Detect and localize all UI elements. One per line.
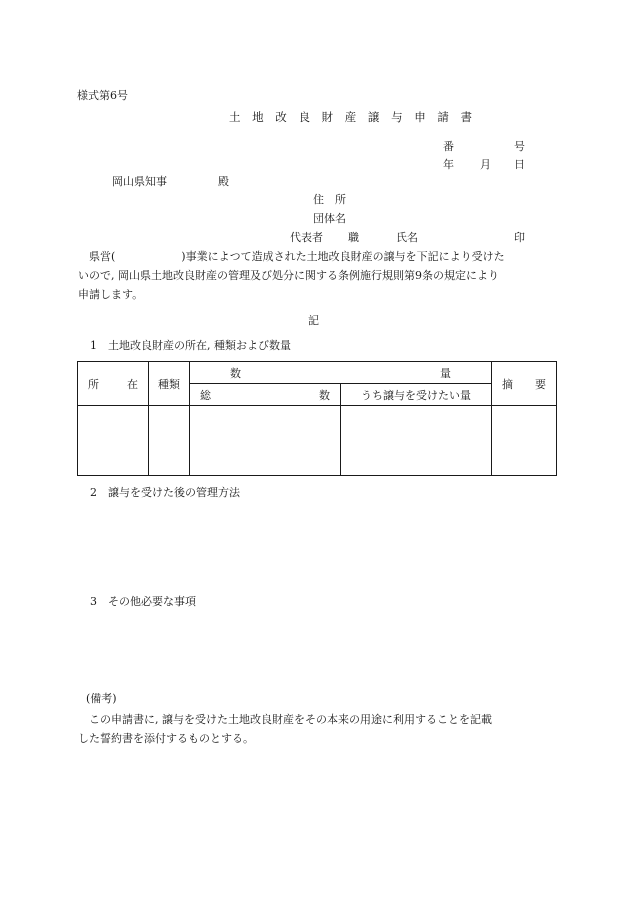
addressee-honorific: 殿	[218, 175, 229, 188]
total-header: 総 数	[190, 384, 341, 406]
remarks-cell[interactable]	[492, 406, 557, 476]
location-header: 所 在	[78, 362, 149, 406]
section-1-heading: 1 土地改良財産の所在, 種類および数量	[90, 339, 291, 352]
position-label: 職	[348, 231, 359, 244]
number-label: 番	[443, 140, 454, 153]
body-line: いので, 岡山県土地改良財産の管理及び処分に関する条例施行規則第9条の規定により	[78, 269, 499, 282]
body-line: 申請します。	[78, 288, 144, 301]
addressee-name: 岡山県知事	[112, 175, 167, 188]
body-line: 県営( )事業によつて造成された土地改良財産の譲与を下記により受けた	[89, 250, 505, 263]
location-cell[interactable]	[78, 406, 149, 476]
form-number: 様式第6号	[77, 89, 128, 102]
organization-label: 団体名	[313, 212, 346, 225]
notes-line: した誓約書を添付するものとする。	[78, 732, 254, 745]
property-table	[77, 361, 557, 476]
month-label: 月	[480, 158, 491, 171]
desired-quantity-cell[interactable]	[341, 406, 492, 476]
quantity-header: 数 量	[190, 362, 492, 384]
body-paragraph	[78, 247, 548, 304]
section-2-heading: 2 譲与を受けた後の管理方法	[90, 486, 240, 499]
year-label: 年	[443, 158, 454, 171]
number-suffix: 号	[514, 140, 525, 153]
day-label: 日	[514, 158, 525, 171]
desired-quantity-header: うち譲与を受けたい量	[341, 384, 492, 406]
total-cell[interactable]	[190, 406, 341, 476]
address-label: 住 所	[313, 193, 346, 206]
type-cell[interactable]	[149, 406, 190, 476]
notes-body	[78, 710, 548, 748]
notes-line: この申請書に, 譲与を受けた土地改良財産をその本来の用途に利用することを記載	[89, 713, 492, 726]
remarks-header: 摘 要	[492, 362, 557, 406]
ki-heading: 記	[308, 314, 319, 327]
type-header: 種類	[149, 362, 190, 406]
representative-label: 代表者	[290, 231, 323, 244]
document-title: 土 地 改 良 財 産 譲 与 申 請 書	[229, 110, 477, 124]
notes-heading: (備考)	[86, 692, 117, 705]
name-label: 氏名	[396, 231, 418, 244]
seal-label: 印	[514, 231, 525, 244]
section-3-heading: 3 その他必要な事項	[90, 595, 196, 608]
